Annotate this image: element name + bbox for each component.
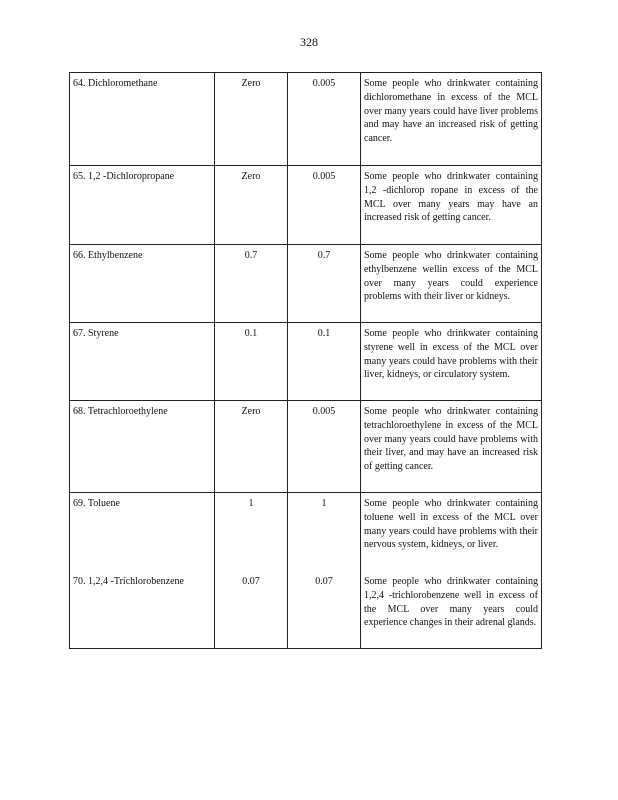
mclg-value: 0.07 — [242, 576, 260, 587]
health-effects: Some people who drinkwater containing toluene well in excess of the MCL over many years could have problems with their nervous system, kidneys, or liver. — [364, 498, 538, 551]
table-row — [70, 401, 542, 493]
table-row — [70, 323, 542, 401]
mclg-cell — [215, 493, 288, 649]
mcl-value: 1 — [321, 498, 327, 509]
table-row — [70, 493, 542, 649]
table-row — [70, 73, 542, 166]
mcl-value: 0.07 — [315, 576, 333, 587]
contaminant-name-cell — [70, 493, 215, 649]
mcl-value: 0.1 — [288, 323, 361, 401]
mclg-value: Zero — [215, 166, 288, 245]
contaminant-name: 66. Ethylbenzene — [70, 245, 215, 323]
mclg-value: 1 — [248, 498, 254, 509]
table-row — [70, 166, 542, 245]
contaminant-name: 64. Dichloromethane — [70, 73, 215, 166]
mclg-value: 0.1 — [215, 323, 288, 401]
contaminant-name: 65. 1,2 -Dichloropropane — [70, 166, 215, 245]
page-number: 328 — [300, 35, 318, 49]
health-effects-cell — [361, 493, 542, 649]
mcl-cell — [288, 493, 361, 649]
health-effects: Some people who drinkwater containing 1,2,4 -trichlorobenzene well in excess of the MCL over many years could experience changes in their adrenal glands. — [364, 576, 538, 629]
mcl-value: 0.005 — [288, 166, 361, 245]
health-effects: Some people who drinkwater containing ethylbenzene wellin excess of the MCL over many years could experience problems with their liver or kidneys. — [361, 245, 542, 323]
health-effects: Some people who drinkwater containing styrene well in excess of the MCL over many years could have problems with their liver, kidneys, or circulatory system. — [361, 323, 542, 401]
table-row — [70, 245, 542, 323]
health-effects: Some people who drinkwater containing tetrachloroethylene in excess of the MCL over many years could have problems with their liver, and may have an increased risk of getting cancer. — [361, 401, 542, 493]
contaminant-name: 69. Toluene — [73, 498, 120, 509]
health-effects: Some people who drinkwater containing 1,2 -dichlorop ropane in excess of the MCL over many years may have an increased risk of getting cancer. — [361, 166, 542, 245]
health-effects: Some people who drinkwater containing dichloromethane in excess of the MCL over many years could have liver problems and may have an increased risk of getting cancer. — [361, 73, 542, 166]
contaminant-name: 70. 1,2,4 -Trichlorobenzene — [73, 576, 184, 587]
contaminant-name: 67. Styrene — [70, 323, 215, 401]
mcl-value: 0.005 — [288, 73, 361, 166]
contaminant-name: 68. Tetrachloroethylene — [70, 401, 215, 493]
mclg-value: Zero — [215, 401, 288, 493]
mclg-value: 0.7 — [215, 245, 288, 323]
mcl-value: 0.005 — [288, 401, 361, 493]
contaminant-table — [69, 72, 542, 649]
mclg-value: Zero — [215, 73, 288, 166]
mcl-value: 0.7 — [288, 245, 361, 323]
